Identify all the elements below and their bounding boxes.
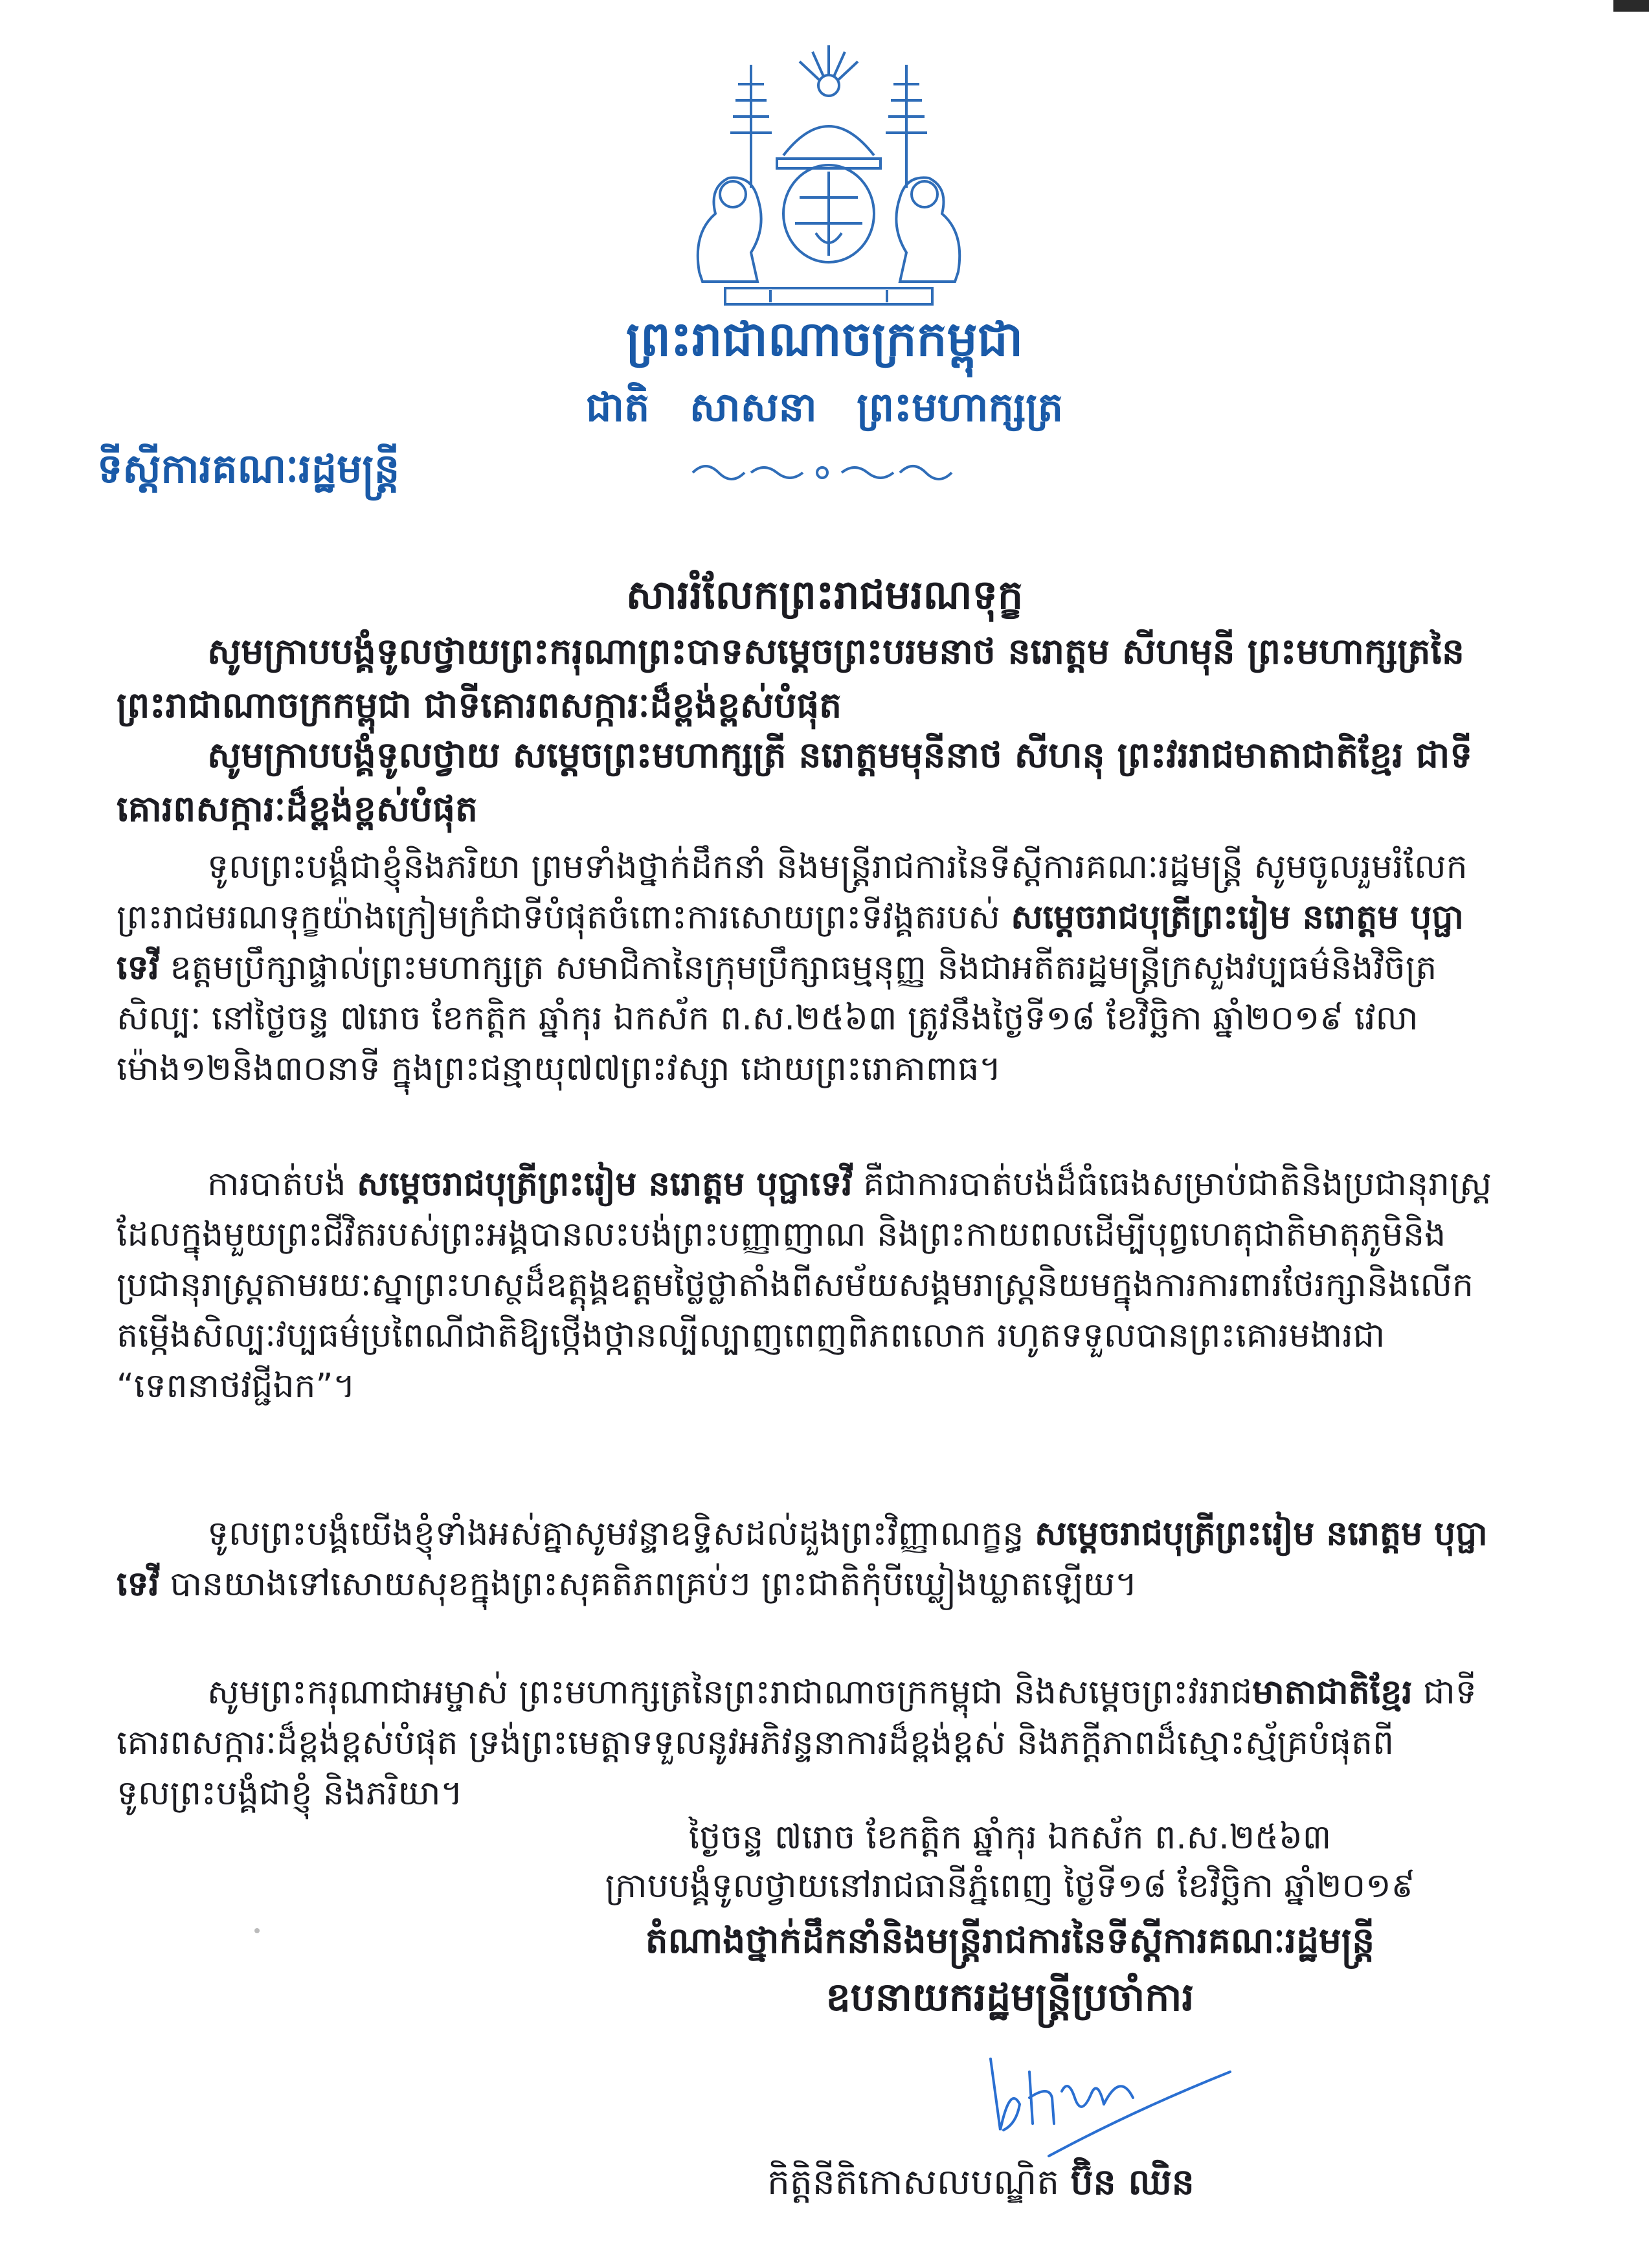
paragraph-text: ទូលព្រះបង្គំជាខ្ញុំនិងភរិយា ព្រមទាំងថ្នាក់ដឹកនាំ និងមន្ត្រីរាជការនៃទីស្តីការគណៈរដ្ឋមន្ត្រី សូមចូលរួមរំលែកព្រះរាជមរណទុក្ខយ៉ាងក្រៀមក្រំជាទីបំផុតចំពោះការសោយព្រះទីវង្គតរបស់ bbox=[117, 848, 1468, 937]
handwritten-signature-icon bbox=[971, 2033, 1243, 2162]
scan-corner-mark bbox=[1613, 0, 1649, 12]
salutation-king: សូមក្រាបបង្គំទូលថ្វាយព្រះករុណាព្រះបាទសម្តេចព្រះបរមនាថ នរោត្តម សីហមុនី ព្រះមហាក្សត្រនៃព្រះរាជាណាចក្រកម្ពុជា ជាទីគោរពសក្ការៈដ៏ខ្ពង់ខ្ពស់បំផុត bbox=[117, 631, 1464, 726]
paragraph-text: ឧត្តមប្រឹក្សាផ្ទាល់ព្រះមហាក្សត្រ សមាជិកានៃក្រុមប្រឹក្សាធម្មនុញ្ញ និងជាអតីតរដ្ឋមន្ត្រីក្រសួងវប្បធម៌និងវិចិត្រសិល្បៈ នៅថ្ងៃចន្ទ ៧រោច ខែកត្តិក ឆ្នាំកុរ ឯកស័ក ព.ស.២៥៦៣ ត្រូវនឹងថ្ងៃទី១៨ ខែវិច្ឆិកា ឆ្នាំ២០១៩ វេលាម៉ោង១២និង៣០នាទី ក្នុងព្រះជន្មាយុ៧៧ព្រះវស្សា ដោយព្រះរោគាពាធ។ bbox=[117, 949, 1437, 1088]
paragraph-loss bbox=[117, 1159, 1496, 1411]
paragraph-text: គឺជាការបាត់បង់ដ៏ធំធេងសម្រាប់ជាតិនិងប្រជានុរាស្ត្រដែលក្នុងមួយព្រះជីវិតរបស់ព្រះអង្គបានលះបង់ព្រះបញ្ញាញាណ និងព្រះកាយពលដើម្បីបុព្វហេតុជាតិមាតុភូមិនិងប្រជានុរាស្ត្រតាមរយៈស្នាព្រះហស្ថដ៏ឧត្តុង្គឧត្តមថ្លៃថ្លាតាំងពីសម័យសង្គមរាស្ត្រនិយមក្នុងការការពារថែរក្សានិងលើកតម្កើងសិល្បៈវប្បធម៌ប្រពៃណីជាតិឱ្យថ្កើងថ្កានល្បីល្បាញពេញពិភពលោក រហូតទទួលបានព្រះគោរមងារជា “ទេពនាថវជ្ជីឯក”។ bbox=[117, 1165, 1492, 1406]
paragraph-prayer bbox=[117, 1509, 1496, 1610]
deceased-name: សម្តេចរាជបុត្រីព្រះរៀម នរោត្តម បុប្ផាទេវី bbox=[357, 1165, 853, 1204]
queen-mother-title: មាតាជាតិខ្មែរ bbox=[1252, 1673, 1413, 1712]
deceased-name: សម្តេចរាជបុត្រីព្រះរៀម នរោត្តម បុប្ផាទេវី bbox=[117, 898, 1464, 987]
paragraph-text: ជាទីគោរពសក្ការៈដ៏ខ្ពង់ខ្ពស់បំផុត ទ្រង់ព្រះមេត្តាទទួលនូវអភិវន្ទនាការដ៏ខ្ពង់ខ្ពស់ និងភក្តីភាពដ៏ស្មោះស្ម័គ្របំផុតពីទូលព្រះបង្គំជាខ្ញុំ និងភរិយា។ bbox=[117, 1673, 1477, 1813]
signer-line bbox=[767, 2159, 1195, 2212]
kingdom-name: ព្រះរាជាណាចក្រកម្ពុជា bbox=[625, 311, 1024, 367]
national-motto: ជាតិ សាសនា ព្រះមហាក្សត្រ bbox=[585, 383, 1064, 431]
paragraph-condolence bbox=[117, 842, 1496, 1094]
paragraph-text: ការបាត់បង់ bbox=[207, 1165, 357, 1204]
issuing-office: ទីស្តីការគណៈរដ្ឋមន្ត្រី bbox=[97, 445, 400, 492]
salutation-queen-mother: សូមក្រាបបង្គំទូលថ្វាយ សម្តេចព្រះមហាក្សត្រី នរោត្តមមុនីនាថ សីហនុ ព្រះវររាជមាតាជាតិខ្មែរ ជាទីគោរពសក្ការៈដ៏ខ្ពង់ខ្ពស់បំផុត bbox=[117, 734, 1473, 829]
scan-speck bbox=[254, 1928, 260, 1933]
signer-role: ឧបនាយករដ្ឋមន្ត្រីប្រចាំការ bbox=[825, 1975, 1195, 2020]
ornament-divider-icon bbox=[680, 453, 965, 492]
deceased-name: សម្តេចរាជបុត្រីព្រះរៀម នរោត្តម បុប្ផាទេវី bbox=[117, 1514, 1488, 1604]
signer-honorific: កិត្តិនីតិកោសលបណ្ឌិត bbox=[767, 2161, 1060, 2203]
letter-title: សាររំលែកព្រះរាជមរណទុក្ខ bbox=[625, 571, 1024, 618]
paragraph-text: សូមព្រះករុណាជាអម្ចាស់ ព្រះមហាក្សត្រនៃព្រះរាជាណាចក្រកម្ពុជា និងសម្តេចព្រះវររាជ bbox=[207, 1673, 1253, 1712]
paragraph-text: ទូលព្រះបង្គំយើងខ្ញុំទាំងអស់គ្នាសូមវន្ទាឧទ្ទិសដល់ដួងព្រះវិញ្ញាណក្ខន្ធ bbox=[207, 1514, 1035, 1553]
signer-name: ប៊ិន ឈិន bbox=[1070, 2161, 1195, 2203]
paragraph-text: បានយាងទៅសោយសុខក្នុងព្រះសុគតិភពគ្រប់ៗ ព្រះជាតិកុំបីឃ្លៀងឃ្លាតឡើយ។ bbox=[159, 1565, 1138, 1604]
royal-arms-emblem-icon bbox=[654, 39, 1004, 311]
place-and-date: ក្រាបបង្គំទូលថ្វាយនៅរាជធានីភ្នំពេញ ថ្ងៃទី១៨ ខែវិច្ឆិកា ឆ្នាំ២០១៩ bbox=[605, 1867, 1415, 1905]
paragraph-respect bbox=[117, 1667, 1496, 1819]
lunar-date: ថ្ងៃចន្ទ ៧រោច ខែកត្តិក ឆ្នាំកុរ ឯកស័ក ព.ស.២៥៦៣ bbox=[688, 1818, 1332, 1857]
representative-line: តំណាងថ្នាក់ដឹកនាំនិងមន្ត្រីរាជការនៃទីស្តីការគណៈរដ្ឋមន្ត្រី bbox=[645, 1920, 1375, 1961]
